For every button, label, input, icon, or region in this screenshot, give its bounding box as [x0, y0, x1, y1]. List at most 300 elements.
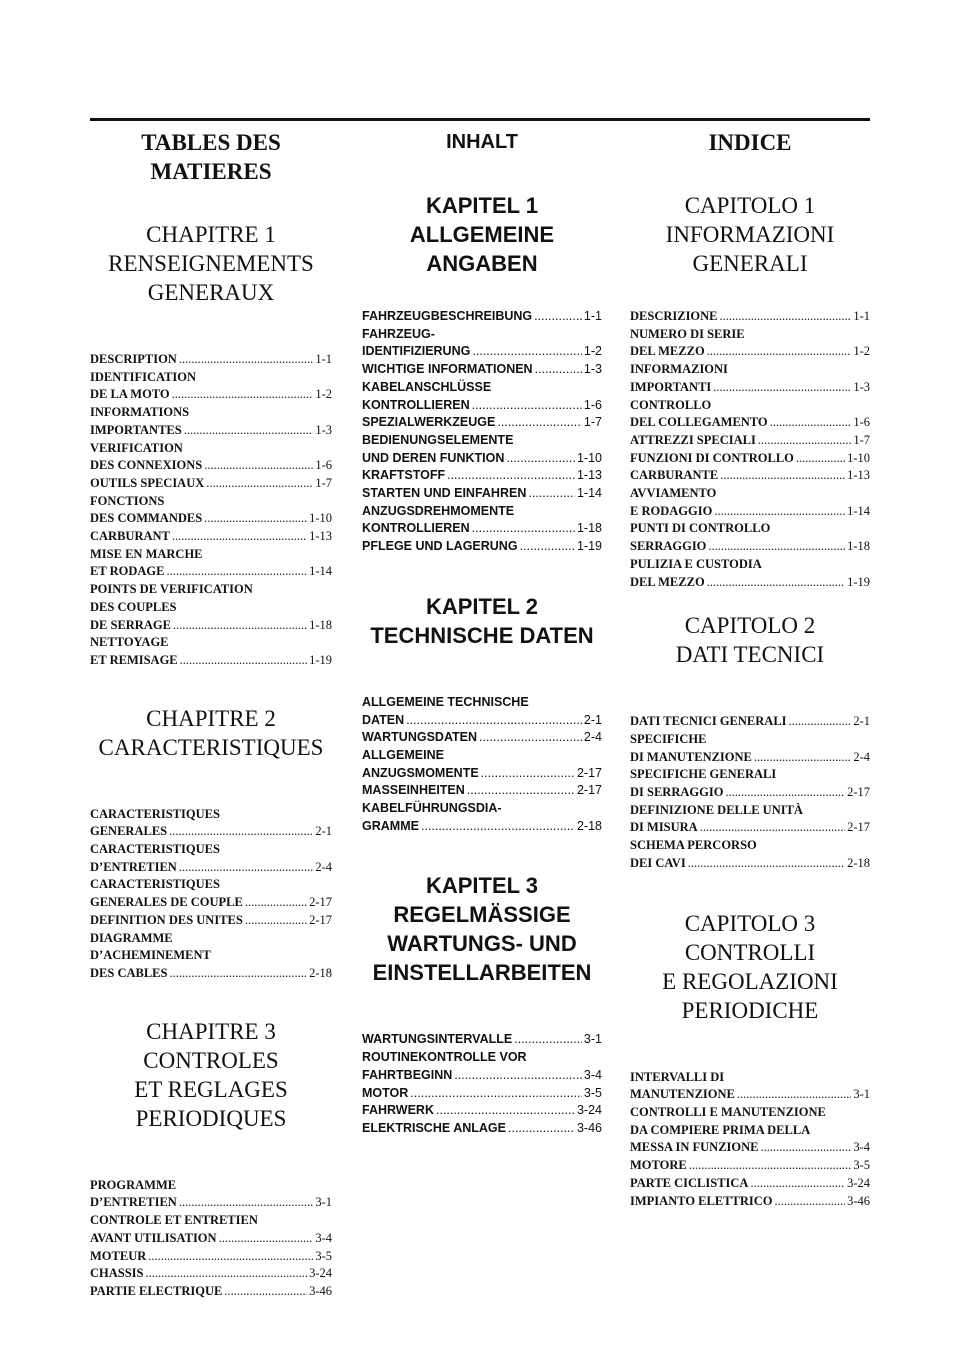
toc-list — [630, 308, 870, 591]
toc-entry-row — [362, 765, 602, 783]
toc-entry-label-line: SPECIFICHE GENERALI — [630, 767, 777, 782]
toc-entry-page: 2-17 — [847, 820, 870, 835]
toc-entry-label: DE LA MOTO — [90, 387, 170, 402]
chapter-heading-line: KAPITEL 3 — [425, 873, 539, 899]
toc-entry-page: 2-18 — [847, 855, 870, 870]
toc-entry[interactable] — [630, 485, 870, 520]
dot-leader — [454, 1067, 582, 1085]
toc-entry-page: 2-1 — [583, 712, 602, 727]
toc-entry[interactable] — [90, 841, 332, 876]
toc-entry-label: DI MISURA — [630, 820, 698, 835]
toc-entry[interactable] — [90, 581, 332, 634]
chapter-heading — [630, 611, 870, 669]
dot-leader — [481, 765, 575, 783]
chapter-heading-line: PERIODICHE — [681, 997, 819, 1023]
toc-entry-label: DEL MEZZO — [630, 574, 705, 589]
chapter-heading-line: E REGOLAZIONI — [662, 968, 838, 994]
dot-leader — [534, 308, 582, 326]
toc-entry-row — [362, 538, 602, 556]
toc-entry[interactable] — [90, 475, 332, 493]
toc-entry-page: 1-13 — [576, 468, 602, 483]
toc-entry[interactable] — [362, 326, 602, 361]
toc-entry-label: DI MANUTENZIONE — [630, 749, 752, 764]
toc-entry-label: IMPORTANTES — [90, 422, 182, 437]
toc-entry[interactable] — [90, 493, 332, 528]
toc-entry-row — [90, 386, 332, 404]
toc-entry-row — [90, 823, 332, 841]
toc-entry-label: PFLEGE UND LAGERUNG — [362, 539, 518, 554]
dot-leader — [204, 457, 313, 475]
chapter-heading-line: RENSEIGNEMENTS — [108, 251, 314, 276]
toc-list — [630, 713, 870, 872]
chapter-heading-line: KAPITEL 2 — [425, 593, 539, 619]
toc-entry-label-line: BEDIENUNGSELEMENTE — [362, 432, 514, 447]
toc-entry[interactable] — [362, 747, 602, 782]
toc-entry-label-line: KABELFÜHRUNGSDIA- — [362, 801, 502, 816]
dot-leader — [497, 414, 582, 432]
toc-entry[interactable] — [362, 1049, 602, 1084]
toc-entry-row — [90, 563, 332, 581]
toc-entry-row — [90, 1194, 332, 1212]
toc-entry[interactable] — [630, 361, 870, 396]
dot-leader — [245, 912, 307, 930]
toc-entry[interactable] — [90, 634, 332, 669]
toc-entry-row — [362, 361, 602, 379]
toc-entry-page: 2-4 — [583, 730, 602, 745]
toc-entry-label-line: DA COMPIERE PRIMA DELLA — [630, 1122, 811, 1137]
toc-entry-label: IDENTIFIZIERUNG — [362, 344, 471, 359]
dot-leader — [754, 749, 851, 767]
toc-entry-label: DES CABLES — [90, 965, 168, 980]
toc-entry-row — [630, 713, 870, 731]
dot-leader — [708, 538, 845, 556]
toc-entry-row — [90, 859, 332, 877]
chapter-heading-line: CAPITOLO 1 — [684, 193, 816, 218]
toc-entry[interactable] — [362, 308, 602, 326]
toc-entry-label: DEFINITION DES UNITES — [90, 912, 243, 927]
dot-leader — [713, 379, 851, 397]
toc-entry-row — [630, 749, 870, 767]
toc-entry-label-line: CONTROLLI E MANUTENZIONE — [630, 1104, 826, 1119]
chapter-heading-line: TECHNISCHE DATEN — [370, 622, 594, 648]
toc-entry-label-line: VERIFICATION — [90, 440, 183, 455]
toc-entry-label-line: NETTOYAGE — [90, 635, 169, 650]
dot-leader — [689, 1157, 852, 1175]
toc-entry-label: D’ENTRETIEN — [90, 859, 177, 874]
toc-entry[interactable] — [630, 467, 870, 485]
dot-leader — [770, 414, 852, 432]
toc-entry[interactable] — [362, 432, 602, 467]
toc-entry[interactable] — [362, 538, 602, 556]
toc-entry-label: GRAMME — [362, 818, 419, 833]
toc-entry-page: 3-5 — [853, 1158, 870, 1173]
chapter-heading — [90, 1017, 332, 1133]
toc-entry-label: UND DEREN FUNKTION — [362, 450, 505, 465]
toc-entry[interactable] — [630, 766, 870, 801]
toc-entry-row — [630, 1175, 870, 1193]
dot-leader — [179, 1194, 314, 1212]
toc-entry-label: DES COMMANDES — [90, 511, 203, 526]
toc-entry[interactable] — [630, 326, 870, 361]
chapter-heading-line: REGELMÄSSIGE — [393, 902, 571, 928]
toc-entry-label-line: CARACTERISTIQUES — [90, 806, 220, 821]
dot-leader — [148, 1248, 313, 1266]
toc-entry-row — [362, 1085, 602, 1103]
toc-entry-label: DEL COLLEGAMENTO — [630, 415, 768, 430]
dot-leader — [219, 1230, 314, 1248]
toc-entry-label: CARBURANTE — [630, 468, 719, 483]
toc-entry-row — [362, 782, 602, 800]
toc-entry-page: 3-24 — [309, 1266, 332, 1281]
toc-entry[interactable] — [362, 379, 602, 414]
toc-entry[interactable] — [630, 1175, 870, 1193]
toc-entry-row — [90, 1248, 332, 1266]
toc-entry-page: 3-1 — [853, 1087, 870, 1102]
toc-entry-label: DES CONNEXIONS — [90, 458, 203, 473]
chapter-heading-line: GENERAUX — [147, 280, 275, 305]
toc-entry-label: KRAFTSTOFF — [362, 468, 446, 483]
toc-entry-page: 2-1 — [853, 714, 870, 729]
toc-entry-row — [90, 894, 332, 912]
toc-entry-label: STARTEN UND EINFAHREN — [362, 486, 527, 501]
toc-entry-page: 1-3 — [583, 362, 602, 377]
toc-entry[interactable] — [362, 800, 602, 835]
toc-entry-label-line: INFORMAZIONI — [630, 362, 728, 377]
toc-entry-row — [362, 818, 602, 836]
toc-entry-page: 1-6 — [583, 397, 602, 412]
toc-entry-row — [362, 308, 602, 326]
toc-entry-label: GENERALES — [90, 824, 168, 839]
toc-entry-page: 2-17 — [576, 783, 602, 798]
toc-entry[interactable] — [90, 351, 332, 369]
dot-leader — [535, 361, 582, 379]
chapter-heading-line: ALLGEMEINE — [409, 222, 555, 247]
toc-entry-page: 1-10 — [576, 450, 602, 465]
toc-entry-label: DATEN — [362, 712, 405, 727]
dot-leader — [714, 503, 845, 521]
toc-title-line: INDICE — [708, 130, 792, 155]
toc-entry-label-line: CARACTERISTIQUES — [90, 842, 220, 857]
toc-entry-label-line: POINTS DE VERIFICATION — [90, 582, 253, 597]
toc-entry[interactable] — [90, 440, 332, 475]
toc-list — [362, 1031, 602, 1137]
toc-entry-row — [630, 855, 870, 873]
toc-entry-page: 1-19 — [309, 652, 332, 667]
dot-leader — [206, 475, 313, 493]
toc-entry-row — [630, 538, 870, 556]
dot-leader — [184, 422, 314, 440]
toc-entry-row — [90, 457, 332, 475]
toc-entry-row — [630, 414, 870, 432]
toc-entry-row — [630, 784, 870, 802]
toc-entry-label: E RODAGGIO — [630, 503, 713, 518]
toc-entry-page: 1-2 — [583, 344, 602, 359]
chapter-heading — [630, 191, 870, 278]
toc-list — [90, 1177, 332, 1301]
dot-leader — [514, 1031, 582, 1049]
toc-entry[interactable] — [630, 556, 870, 591]
toc-entry-row — [362, 450, 602, 468]
toc-entry-page: 1-6 — [853, 415, 870, 430]
toc-entry-row — [90, 475, 332, 493]
toc-entry[interactable] — [362, 1120, 602, 1138]
toc-entry[interactable] — [630, 1157, 870, 1175]
toc-entry[interactable] — [90, 1265, 332, 1283]
toc-entry-row — [90, 510, 332, 528]
toc-entry-page: 1-7 — [853, 432, 870, 447]
toc-entry-label: WARTUNGSDATEN — [362, 730, 478, 745]
chapter-heading — [362, 191, 602, 278]
toc-entry-row — [630, 379, 870, 397]
dot-leader — [520, 538, 575, 556]
toc-entry-label-line: CONTROLE ET ENTRETIEN — [90, 1213, 258, 1228]
toc-entry-label-line: CONTROLLO — [630, 397, 712, 412]
chapter-heading-line: EINSTELLARBEITEN — [372, 960, 592, 986]
toc-entry-label-line: NUMERO DI SERIE — [630, 326, 745, 341]
dot-leader — [761, 1139, 852, 1157]
dot-leader — [166, 563, 307, 581]
toc-entry-label-line: INFORMATIONS — [90, 405, 190, 420]
top-rule — [90, 118, 870, 121]
toc-entry-page: 1-14 — [309, 564, 332, 579]
dot-leader — [180, 652, 307, 670]
toc-entry[interactable] — [630, 1069, 870, 1104]
toc-entry-label: KONTROLLIEREN — [362, 521, 470, 536]
toc-title — [362, 128, 602, 157]
toc-entry-row — [90, 351, 332, 369]
chapter-heading — [362, 592, 602, 650]
toc-entry-label-line: DEFINIZIONE DELLE UNITÀ — [630, 802, 803, 817]
toc-entry-label: IMPORTANTI — [630, 379, 712, 394]
toc-entry[interactable] — [362, 467, 602, 485]
toc-entry[interactable] — [362, 414, 602, 432]
dot-leader — [245, 894, 307, 912]
dot-leader — [700, 819, 845, 837]
toc-entry-label-line: FONCTIONS — [90, 493, 165, 508]
toc-entry[interactable] — [90, 1283, 332, 1301]
toc-entry-label: ANZUGSMOMENTE — [362, 765, 479, 780]
chapter-heading-line: PERIODIQUES — [135, 1105, 287, 1131]
toc-entry[interactable] — [630, 308, 870, 326]
toc-entry-row — [90, 1283, 332, 1301]
toc-entry[interactable] — [630, 731, 870, 766]
toc-entry-row — [630, 574, 870, 592]
toc-entry-label: FAHRZEUGBESCHREIBUNG — [362, 309, 533, 323]
toc-entry[interactable] — [90, 546, 332, 581]
toc-entry-page: 3-46 — [576, 1120, 602, 1135]
toc-entry-label: GENERALES DE COUPLE — [90, 895, 243, 910]
toc-entry-row — [630, 450, 870, 468]
toc-entry-row — [362, 485, 602, 503]
toc-entry-label: MASSEINHEITEN — [362, 783, 465, 798]
toc-entry-label: WICHTIGE INFORMATIONEN — [362, 362, 533, 377]
toc-entry-label-line: FAHRZEUG- — [362, 326, 435, 341]
toc-entry-page: 1-2 — [853, 344, 870, 359]
toc-entry-page: 2-18 — [576, 818, 602, 833]
toc-entry-label: MOTEUR — [90, 1248, 147, 1263]
toc-entry-label-line: ANZUGSDREHMOMENTE — [362, 503, 515, 518]
toc-entry[interactable] — [90, 528, 332, 546]
toc-entry-page: 3-5 — [315, 1248, 332, 1263]
toc-entry-row — [362, 1031, 602, 1049]
toc-entry[interactable] — [362, 694, 602, 729]
toc-entry-row — [362, 1120, 602, 1138]
toc-entry-page: 1-3 — [315, 422, 332, 437]
toc-entry-label-line: MISE EN MARCHE — [90, 546, 203, 561]
toc-entry[interactable] — [630, 432, 870, 450]
toc-entry-label: AVANT UTILISATION — [90, 1230, 217, 1245]
dot-leader — [707, 574, 845, 592]
toc-entry[interactable] — [90, 369, 332, 404]
toc-list — [630, 1069, 870, 1211]
dot-leader — [204, 510, 307, 528]
toc-title-line: MATIERES — [150, 159, 272, 184]
toc-entry-page: 1-19 — [576, 539, 602, 554]
toc-entry-row — [90, 965, 332, 983]
toc-entry[interactable] — [362, 361, 602, 379]
toc-entry-label-line: KABELANSCHLÜSSE — [362, 379, 492, 394]
dot-leader — [720, 308, 852, 326]
toc-entry[interactable] — [90, 806, 332, 841]
dot-leader — [750, 1175, 845, 1193]
toc-entry-page: 1-13 — [847, 468, 870, 483]
toc-entry-row — [90, 652, 332, 670]
column-german — [362, 126, 602, 1138]
toc-entry-page: 3-4 — [315, 1230, 332, 1245]
toc-entry-label: MESSA IN FUNZIONE — [630, 1140, 759, 1155]
toc-entry-page: 1-14 — [847, 503, 870, 518]
toc-entry-row — [630, 503, 870, 521]
toc-entry-label: MANUTENZIONE — [630, 1087, 735, 1102]
toc-entry-label: ATTREZZI SPECIALI — [630, 432, 756, 447]
chapter-heading-line: CHAPITRE 1 — [146, 222, 276, 247]
dot-leader — [410, 1085, 582, 1103]
toc-entry-label: SPEZIALWERKZEUGE — [362, 415, 496, 430]
toc-entry-page: 3-1 — [583, 1032, 602, 1047]
toc-entry[interactable] — [630, 397, 870, 432]
toc-entry-page: 1-19 — [847, 574, 870, 589]
toc-list — [362, 308, 602, 556]
toc-entry-page: 1-14 — [576, 486, 602, 501]
toc-entry[interactable] — [630, 837, 870, 872]
toc-entry[interactable] — [362, 1085, 602, 1103]
dot-leader — [172, 528, 307, 546]
toc-title-line: INHALT — [446, 131, 518, 153]
toc-entry-label: FAHRWERK — [362, 1103, 434, 1118]
toc-entry-label: D’ENTRETIEN — [90, 1195, 177, 1210]
toc-entry[interactable] — [630, 713, 870, 731]
chapter-heading — [630, 909, 870, 1025]
toc-entry[interactable] — [630, 1104, 870, 1157]
toc-entry[interactable] — [362, 782, 602, 800]
toc-entry-label-line: PULIZIA E CUSTODIA — [630, 556, 762, 571]
toc-entry-label-line: DES COUPLES — [90, 599, 177, 614]
toc-entry-label: DATI TECNICI GENERALI — [630, 714, 787, 729]
toc-entry[interactable] — [630, 802, 870, 837]
dot-leader — [172, 386, 314, 404]
toc-entry[interactable] — [90, 912, 332, 930]
toc-entry-label-line: CARACTERISTIQUES — [90, 877, 220, 892]
toc-entry-row — [362, 1102, 602, 1120]
chapter-heading — [90, 704, 332, 762]
toc-entry-page: 3-24 — [847, 1175, 870, 1190]
toc-entry-label-line: AVVIAMENTO — [630, 486, 717, 501]
toc-entry-label: DEL MEZZO — [630, 344, 705, 359]
toc-entry-row — [90, 617, 332, 635]
toc-entry-row — [90, 422, 332, 440]
toc-entry-label: ET REMISAGE — [90, 652, 178, 667]
chapter-heading-line: CARACTERISTIQUES — [98, 734, 324, 760]
toc-entry-page: 3-4 — [583, 1067, 602, 1082]
toc-entry-row — [630, 1139, 870, 1157]
toc-entry[interactable] — [90, 1212, 332, 1247]
chapter-heading-line: CONTROLLI — [684, 939, 816, 965]
toc-entry[interactable] — [90, 930, 332, 983]
chapter-heading-line: CHAPITRE 2 — [146, 705, 276, 731]
toc-entry[interactable] — [362, 1102, 602, 1120]
toc-entry-page: 2-4 — [853, 749, 870, 764]
dot-leader — [421, 818, 575, 836]
toc-entry-page: 2-17 — [309, 895, 332, 910]
toc-entry-page: 1-7 — [583, 415, 602, 430]
toc-entry[interactable] — [90, 1248, 332, 1266]
toc-entry-label: IMPIANTO ELETTRICO — [630, 1193, 773, 1208]
chapter-heading-line: CAPITOLO 3 — [684, 910, 816, 936]
toc-entry[interactable] — [362, 503, 602, 538]
toc-entry[interactable] — [362, 729, 602, 747]
toc-entry-label: MOTORE — [630, 1158, 687, 1173]
toc-entry-page: 2-17 — [847, 785, 870, 800]
toc-entry-row — [630, 467, 870, 485]
toc-entry-page: 1-3 — [853, 379, 870, 394]
chapter-heading-line: KAPITEL 1 — [425, 193, 539, 218]
toc-entry-row — [90, 912, 332, 930]
toc-entry[interactable] — [362, 485, 602, 503]
toc-entry[interactable] — [362, 1031, 602, 1049]
toc-entry-row — [630, 1157, 870, 1175]
toc-entry-row — [362, 397, 602, 415]
toc-entry-label-line: SPECIFICHE — [630, 731, 707, 746]
toc-entry-row — [362, 343, 602, 361]
toc-entry-label-line: D’ACHEMINEMENT — [90, 948, 211, 963]
toc-entry[interactable] — [90, 1177, 332, 1212]
toc-entry[interactable] — [630, 450, 870, 468]
toc-entry[interactable] — [90, 404, 332, 439]
toc-entry[interactable] — [630, 1193, 870, 1211]
toc-entry[interactable] — [90, 876, 332, 911]
chapter-heading-line: WARTUNGS- UND — [387, 931, 577, 957]
chapter-heading-line: ET REGLAGES — [134, 1076, 288, 1102]
dot-leader — [506, 450, 575, 468]
column-italian — [630, 126, 870, 1210]
toc-entry-label: DESCRIPTION — [90, 352, 177, 366]
toc-entry-page: 2-17 — [576, 765, 602, 780]
dot-leader — [688, 855, 845, 873]
toc-entry-row — [630, 343, 870, 361]
toc-entry-label: CARBURANT — [90, 529, 170, 544]
toc-entry-label-line: PUNTI DI CONTROLLO — [630, 521, 771, 536]
dot-leader — [169, 823, 313, 841]
toc-entry-label-line: SCHEMA PERCORSO — [630, 838, 757, 853]
toc-entry-label-line: ALLGEMEINE TECHNISCHE — [362, 694, 529, 709]
toc-entry-row — [362, 729, 602, 747]
toc-entry-label: PARTIE ELECTRIQUE — [90, 1283, 223, 1298]
dot-leader — [447, 467, 575, 485]
dot-leader — [173, 617, 307, 635]
toc-entry[interactable] — [630, 520, 870, 555]
toc-entry-row — [90, 1265, 332, 1283]
chapter-heading-line: GENERALI — [692, 251, 808, 276]
